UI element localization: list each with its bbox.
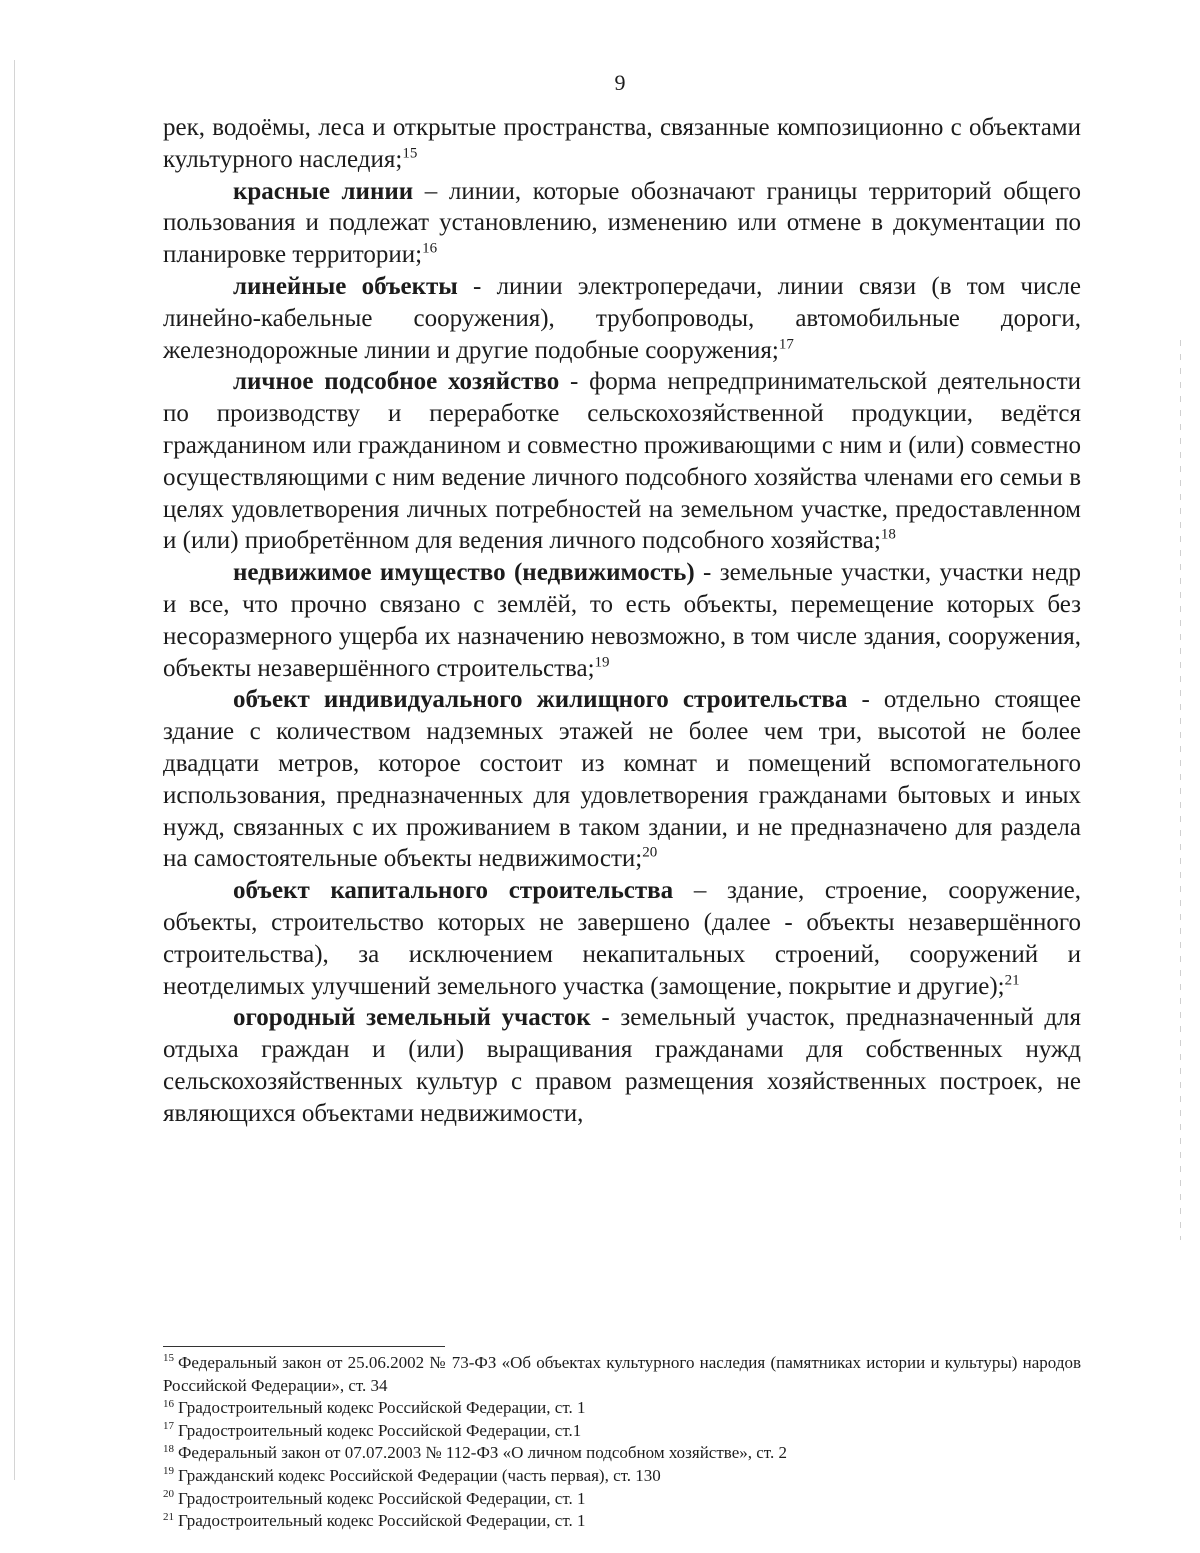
definition-text: - земельные участки, участки недр и все, что прочно связано с землёй, то есть объекты, перемещение которых без несоразмерного ущерба их назначению невозможно, в том числе здания, сооружения, объекты незавершённого строительства; [163, 559, 1081, 682]
footnote-number: 20 [163, 1487, 174, 1500]
term: недвижимое имущество (недвижимость) [233, 559, 695, 587]
footnote-text: Градостроительный кодекс Российской Федерации, ст. 1 [178, 1488, 586, 1508]
scan-edge-line [1180, 340, 1181, 1240]
footnote-ref: 19 [594, 654, 610, 671]
footnote-number: 15 [163, 1352, 174, 1365]
term: огородный земельный участок [233, 1004, 591, 1032]
page-number: 9 [614, 70, 626, 95]
footnote-number: 18 [163, 1442, 174, 1455]
footnote [163, 1510, 1081, 1533]
footnote-number: 16 [163, 1397, 174, 1410]
footnote-number: 17 [163, 1420, 174, 1433]
body-text [163, 112, 1081, 1130]
footnote-ref: 18 [880, 527, 896, 544]
paragraph [163, 271, 1081, 366]
footnote [163, 1352, 1081, 1397]
term: объект индивидуального жилищного строительства [233, 686, 848, 714]
definition-text: - отдельно стоящее здание с количеством надземных этажей не более чем три, высотой не более двадцати метров, которое состоит из комнат и помещений вспомогательного использования, предназначенных для удовлетворения гражданами бытовых и иных нужд, связанных с их проживанием в таком здании, и не предназначено для раздела на самостоятельные объекты недвижимости; [163, 686, 1081, 873]
footnote-text: Федеральный закон от 25.06.2002 № 73-ФЗ «Об объектах культурного наследия (памятниках истории и культуры) народов Российской Федерации», ст. 34 [163, 1353, 1081, 1395]
term: личное подсобное хозяйство [233, 368, 560, 396]
footnote-ref: 17 [778, 336, 794, 353]
footnote-ref: 15 [402, 145, 418, 162]
paragraph [163, 112, 1081, 176]
footnotes [163, 1352, 1081, 1533]
footnote-text: Градостроительный кодекс Российской Федерации, ст. 1 [178, 1398, 586, 1418]
footnote-number: 19 [163, 1465, 174, 1478]
term: красные линии [233, 177, 414, 205]
footnote-ref: 16 [422, 240, 438, 257]
paragraph [163, 875, 1081, 1002]
definition-text: - линии электропередачи, линии связи (в том числе линейно-кабельные сооружения), трубопроводы, автомобильные дороги, железнодорожные линии и другие подобные сооружения; [163, 272, 1081, 364]
footnote-number: 21 [163, 1510, 174, 1523]
definition-text: – здание, строение, сооружение, объекты, строительство которых не завершено (далее - объекты незавершённого строительства), за исключением некапитальных строений, сооружений и неотделимых улучшений земельного участка (замощение, покрытие и другие); [163, 877, 1081, 1000]
paragraph [163, 366, 1081, 557]
footnote-separator [163, 1346, 445, 1347]
term: объект капитального строительства [233, 877, 674, 905]
footnote-ref: 21 [1004, 972, 1020, 989]
footnote-ref: 20 [642, 845, 658, 861]
definition-text: – линии, которые обозначают границы территорий общего пользования и подлежат установлению, изменению или отмене в документации по планировке территории; [163, 177, 1081, 269]
footnote [163, 1397, 1081, 1420]
definition-text: - земельный участок, предназначенный для отдыха граждан и (или) выращивания гражданами для собственных нужд сельскохозяйственных культур с правом размещения хозяйственных построек, не являющихся объектами недвижимости, [163, 1004, 1082, 1127]
footnote-text: Гражданский кодекс Российской Федерации (часть первая), ст. 130 [178, 1465, 661, 1485]
paragraph [163, 1002, 1081, 1129]
paragraph [163, 684, 1081, 875]
term: линейные объекты [233, 272, 458, 300]
footnote [163, 1488, 1081, 1511]
footnote-text: Градостроительный кодекс Российской Федерации, ст. 1 [178, 1511, 586, 1531]
footnote [163, 1442, 1081, 1465]
scan-edge-line [14, 60, 15, 1480]
paragraph [163, 176, 1081, 271]
footnote [163, 1465, 1081, 1488]
paragraph [163, 557, 1081, 684]
footnote-text: Градостроительный кодекс Российской Федерации, ст.1 [178, 1420, 582, 1440]
definition-text: - форма непредпринимательской деятельности по производству и переработке сельскохозяйственной продукции, ведётся гражданином или гражданином и совместно проживающими с ним и (или) совместно осуществляющими с ним ведение личного подсобного хозяйства членами его семьи в целях удовлетворения личных потребностей на земельном участке, предоставленном и (или) приобретённом для ведения личного подсобного хозяйства; [163, 368, 1081, 555]
footnote [163, 1420, 1081, 1443]
footnote-text: Федеральный закон от 07.07.2003 № 112-ФЗ «О личном подсобном хозяйстве», ст. 2 [178, 1443, 787, 1463]
definition-text: рек, водоёмы, леса и открытые пространства, связанные композиционно с объектами культурного наследия; [163, 114, 1081, 173]
